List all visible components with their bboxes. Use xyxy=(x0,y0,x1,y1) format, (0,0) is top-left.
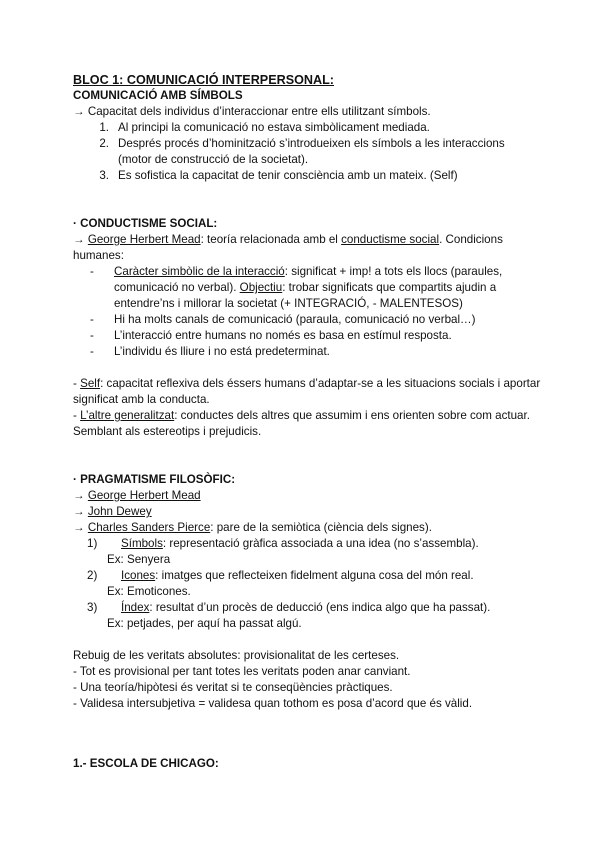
bullet-text: L’interacció entre humans no només es basa en estímul resposta. xyxy=(114,329,452,342)
section-title-simbols: COMUNICACIÓ AMB SÍMBOLS xyxy=(73,89,243,102)
term-text: : trobar significats que compartits ajudin a entendre’ns i millorar la societat (+ INTEGRACIÓ, - MALENTESOS) xyxy=(114,281,497,310)
author-link: Charles Sanders Pierce xyxy=(87,521,211,534)
bloc-title: BLOC 1: COMUNICACIÓ INTERPERSONAL: xyxy=(73,73,334,87)
arrow-symbol: → xyxy=(73,489,88,502)
arrow-symbol: → xyxy=(73,521,88,534)
bullet-item xyxy=(73,312,541,328)
concept-term: conductisme social xyxy=(341,233,440,246)
simbols-intro: → Capacitat dels individus d’interaccionar entre ells utilitzant símbols. xyxy=(73,105,431,118)
term: Caràcter simbòlic de la interacció xyxy=(114,265,285,278)
item-number: 2) xyxy=(87,569,98,582)
paragraph: Rebuig de les veritats absolutes: provisionalitat de les certeses. xyxy=(73,649,400,662)
item-text xyxy=(121,600,541,616)
bullet-item xyxy=(73,344,541,360)
section-title-conductisme: · CONDUCTISME SOCIAL: xyxy=(73,217,218,230)
document-page xyxy=(73,72,541,772)
bullet-item xyxy=(73,264,541,312)
item-text xyxy=(121,536,541,552)
item-text: Després procés d’hominització s’introdueixen els símbols a les interaccions (motor de construcció de la societat). xyxy=(118,137,505,166)
item-number: 1. xyxy=(99,121,109,134)
author-link: George Herbert Mead xyxy=(87,489,201,502)
term-text: : significat + imp! a tots els llocs (paraules, comunicació no verbal). xyxy=(114,265,503,294)
paragraph: - Validesa intersubjetiva = validesa quan tothom es posa d’acord que és vàlid. xyxy=(73,697,473,710)
bullet-dash: - xyxy=(90,313,94,326)
term-text: : imatges que reflecteixen fidelment alguna cosa del món real. xyxy=(155,569,474,582)
item-text: Al principi la comunicació no estava simbòlicament mediada. xyxy=(118,121,430,134)
dash: - xyxy=(73,409,81,422)
section-title-chicago: 1.- ESCOLA DE CHICAGO: xyxy=(73,757,219,770)
term-text: : representació gràfica associada a una idea (no s’assembla). xyxy=(162,537,479,550)
paragraph: - Una teoría/hipòtesi és veritat si te conseqüències pràctiques. xyxy=(73,681,393,694)
author-line xyxy=(73,488,541,504)
dash: - xyxy=(73,377,81,390)
author-link: John Dewey xyxy=(87,505,152,518)
bullet-text xyxy=(114,264,541,312)
term: Icones xyxy=(121,569,156,582)
sign-item xyxy=(73,536,541,552)
bullet-text: L’individu és lliure i no está predeterminat. xyxy=(114,345,330,358)
bullet-text: Hi ha molts canals de comunicació (paraula, comunicació no verbal…) xyxy=(114,313,476,326)
section-title-pragmatisme: · PRAGMATISME FILOSÒFIC: xyxy=(73,473,236,486)
author-text: : pare de la semiòtica (ciència dels signes). xyxy=(210,521,432,534)
item-number: 1) xyxy=(87,537,98,550)
numbered-item xyxy=(73,120,541,136)
author-line xyxy=(73,504,541,520)
term: Símbols xyxy=(121,537,163,550)
example-line: Ex: Senyera xyxy=(107,553,171,566)
numbered-item xyxy=(73,168,541,184)
item-text xyxy=(121,568,541,584)
item-number: 2. xyxy=(99,137,109,150)
author-link: George Herbert Mead xyxy=(87,233,201,246)
bullet-item xyxy=(73,328,541,344)
numbered-item xyxy=(73,136,541,168)
item-text: Es sofistica la capacitat de tenir consciència amb un mateix. (Self) xyxy=(118,169,458,182)
term-text: : resultat d’un procès de deducció (ens indica algo que ha passat). xyxy=(149,601,491,614)
item-number: 3) xyxy=(87,601,98,614)
definition-text: : conductes dels altres que assumim i ens orienten sobre com actuar. Semblant als estereotips i prejudicis. xyxy=(73,409,530,438)
sign-item xyxy=(73,600,541,616)
author-line xyxy=(73,520,541,536)
definition-text: : capacitat reflexiva dels éssers humans d’adaptar-se a les situacions socials i aportar significat amb la conducta. xyxy=(73,377,541,406)
term: Objectiu xyxy=(239,281,283,294)
example-line: Ex: petjades, per aquí ha passat algú. xyxy=(107,617,302,630)
sign-item xyxy=(73,568,541,584)
arrow-symbol: → xyxy=(73,505,88,518)
example-line: Ex: Emoticones. xyxy=(107,585,191,598)
bullet-dash: - xyxy=(90,329,94,342)
intro-text: : teoría relacionada amb el xyxy=(200,233,342,246)
item-number: 3. xyxy=(99,169,109,182)
arrow-symbol: → xyxy=(73,233,88,246)
paragraph: - Tot es provisional per tant totes les veritats poden anar canviant. xyxy=(73,665,411,678)
self-definition xyxy=(73,376,541,408)
term: L’altre generalitzat xyxy=(80,409,175,422)
bullet-dash: - xyxy=(90,265,94,278)
term: Índex xyxy=(121,601,150,614)
altre-definition xyxy=(73,408,541,440)
conductisme-intro xyxy=(73,232,541,264)
term: Self xyxy=(80,377,101,390)
intro-tail: . Condicions humanes: xyxy=(73,233,503,262)
bullet-dash: - xyxy=(90,345,94,358)
